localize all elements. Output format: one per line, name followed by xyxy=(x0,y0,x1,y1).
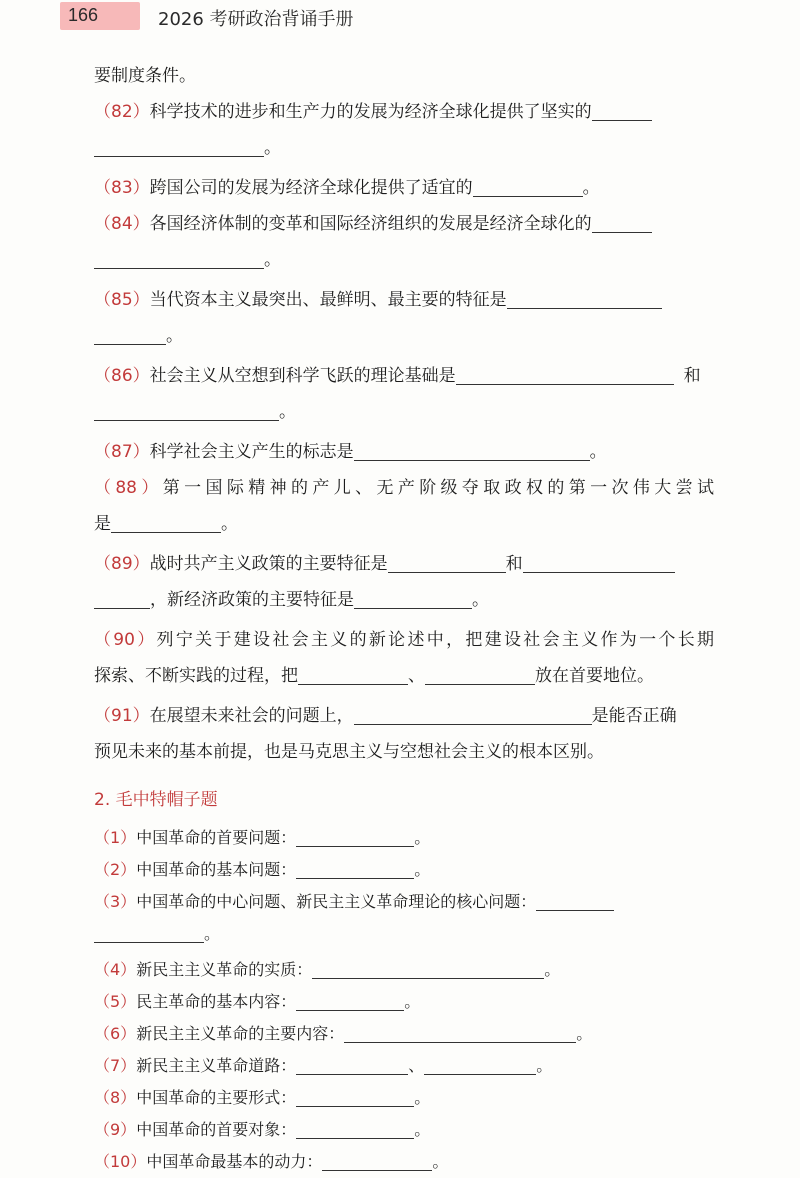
q-3-cont: 。 xyxy=(94,918,714,950)
q-7: （7）新民主主义革命道路： 、 。 xyxy=(94,1056,553,1075)
answer-blank[interactable] xyxy=(296,858,414,879)
answer-blank[interactable] xyxy=(507,288,662,309)
q-5: （5）民主革命的基本内容： 。 xyxy=(94,992,421,1011)
answer-blank[interactable] xyxy=(354,704,592,725)
item-86: （86）社会主义从空想到科学飞跃的理论基础是 和 xyxy=(94,366,701,386)
answer-blank[interactable] xyxy=(425,664,535,685)
answer-blank[interactable] xyxy=(298,664,408,685)
item-84-cont: 。 xyxy=(94,242,714,278)
answer-blank[interactable] xyxy=(296,1086,414,1107)
item-89-cont: ，新经济政策的主要特征是 。 xyxy=(94,582,714,618)
item-83: （83）跨国公司的发展为经济全球化提供了适宜的 。 xyxy=(94,178,600,198)
answer-blank[interactable] xyxy=(354,588,472,609)
answer-blank[interactable] xyxy=(94,248,264,269)
answer-blank[interactable] xyxy=(536,890,614,911)
item-90: （90）列宁关于建设社会主义的新论述中，把建设社会主义作为一个长期 xyxy=(94,630,714,650)
q-2: （2）中国革命的基本问题： 。 xyxy=(94,860,431,879)
answer-blank[interactable] xyxy=(94,324,166,345)
answer-blank[interactable] xyxy=(344,1022,576,1043)
item-82: （82）科学技术的进步和生产力的发展为经济全球化提供了坚实的 xyxy=(94,94,714,130)
q-10: （10）中国革命最基本的动力： 。 xyxy=(94,1152,449,1171)
answer-blank[interactable] xyxy=(523,552,675,573)
item-91: （91）在展望未来社会的问题上， 是能否正确 xyxy=(94,706,677,726)
page-content xyxy=(94,58,714,1178)
item-88-cont: 是 。 xyxy=(94,514,238,534)
answer-blank[interactable] xyxy=(456,364,674,385)
answer-blank[interactable] xyxy=(424,1054,536,1075)
answer-blank[interactable] xyxy=(111,512,221,533)
answer-blank[interactable] xyxy=(296,826,414,847)
answer-blank[interactable] xyxy=(94,136,264,157)
q-3: （3）中国革命的中心问题、新民主主义革命理论的核心问题： xyxy=(94,886,714,918)
item-number: （82） xyxy=(94,102,150,122)
item-85: （85）当代资本主义最突出、最鲜明、最主要的特征是 xyxy=(94,282,714,318)
item-87: （87）科学社会主义产生的标志是 。 xyxy=(94,442,607,462)
page-header xyxy=(0,0,800,40)
q-1: （1）中国革命的首要问题： 。 xyxy=(94,828,431,847)
item-82-cont: 。 xyxy=(94,130,714,166)
answer-blank[interactable] xyxy=(296,1118,414,1139)
book-title: 2026 考研政治背诵手册 xyxy=(158,9,354,30)
answer-blank[interactable] xyxy=(296,1054,408,1075)
item-91-cont: 预见未来的基本前提，也是马克思主义与空想社会主义的根本区别。 xyxy=(94,742,604,762)
answer-blank[interactable] xyxy=(592,100,652,121)
item-85-cont: 。 xyxy=(94,318,714,354)
answer-blank[interactable] xyxy=(94,400,279,421)
answer-blank[interactable] xyxy=(322,1150,432,1171)
answer-blank[interactable] xyxy=(94,588,150,609)
answer-blank[interactable] xyxy=(473,176,583,197)
continuation-line: 要制度条件。 xyxy=(94,66,196,86)
q-6: （6）新民主主义革命的主要内容： 。 xyxy=(94,1024,593,1043)
page-number: 166 xyxy=(68,5,99,25)
q-9: （9）中国革命的首要对象： 。 xyxy=(94,1120,431,1139)
page-number-badge xyxy=(60,2,140,30)
item-90-cont: 探索、不断实践的过程，把 、 放在首要地位。 xyxy=(94,666,654,686)
answer-blank[interactable] xyxy=(296,990,404,1011)
answer-blank[interactable] xyxy=(94,922,204,943)
item-84: （84）各国经济体制的变革和国际经济组织的发展是经济全球化的 xyxy=(94,206,714,242)
q-8: （8）中国革命的主要形式： 。 xyxy=(94,1088,431,1107)
section-title: 2. 毛中特帽子题 xyxy=(94,790,218,810)
item-86-cont: 。 xyxy=(94,394,714,430)
section-2-list xyxy=(94,822,714,1178)
answer-blank[interactable] xyxy=(354,440,590,461)
answer-blank[interactable] xyxy=(388,552,506,573)
q-4: （4）新民主主义革命的实质： 。 xyxy=(94,960,561,979)
item-89: （89）战时共产主义政策的主要特征是 和 xyxy=(94,546,714,582)
answer-blank[interactable] xyxy=(592,212,652,233)
item-88: （88）第一国际精神的产儿、无产阶级夺取政权的第一次伟大尝试 xyxy=(94,478,714,498)
answer-blank[interactable] xyxy=(312,958,544,979)
